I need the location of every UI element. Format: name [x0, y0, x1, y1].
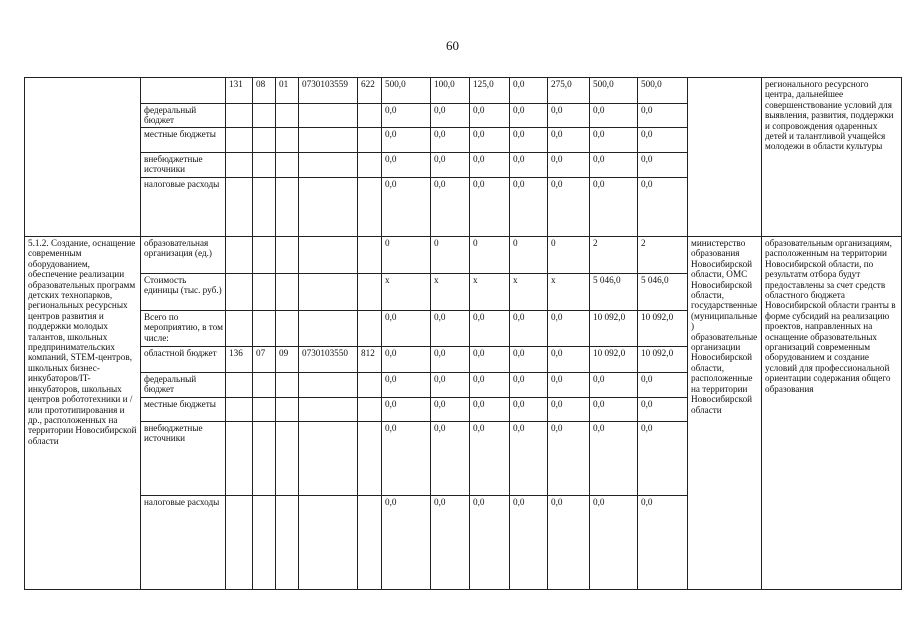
value-cell: 2 [638, 237, 688, 274]
value-cell: 0,0 [431, 496, 470, 590]
value-cell: 0,0 [548, 128, 590, 153]
value-cell: 0,0 [431, 104, 470, 128]
value-cell: 0,0 [470, 398, 510, 422]
value-cell: 0 [470, 237, 510, 274]
csr-code: 0730103559 [299, 78, 358, 104]
value-cell: 0,0 [590, 398, 638, 422]
grbs-code: 136 [226, 347, 253, 373]
vr-code: 622 [358, 78, 382, 104]
value-cell: 0,0 [590, 178, 638, 237]
rz-code: 08 [253, 78, 276, 104]
csr-code: 0730103550 [299, 347, 358, 373]
value-cell: 10 092,0 [590, 347, 638, 373]
value-cell: 500,0 [382, 78, 431, 104]
row-label: областной бюджет [141, 347, 226, 373]
value-cell: x [382, 274, 431, 311]
value-cell: 0,0 [382, 496, 431, 590]
value-cell: 0,0 [510, 104, 548, 128]
table-row [25, 78, 902, 104]
value-cell: 0,0 [638, 104, 688, 128]
row-label: федеральный бюджет [141, 373, 226, 398]
value-cell: 0,0 [431, 373, 470, 398]
value-cell: 0,0 [510, 311, 548, 347]
value-cell: 0,0 [590, 373, 638, 398]
value-cell: 0,0 [590, 422, 638, 496]
table-row [25, 237, 902, 274]
value-cell: 0,0 [382, 347, 431, 373]
value-cell: 0,0 [638, 178, 688, 237]
value-cell: 0,0 [382, 128, 431, 153]
value-cell: 0,0 [510, 398, 548, 422]
value-cell: 0,0 [470, 422, 510, 496]
row-label: образовательная организация (ед.) [141, 237, 226, 274]
value-cell: 0,0 [470, 178, 510, 237]
value-cell: 0 [382, 237, 431, 274]
pr-code: 01 [276, 78, 299, 104]
value-cell: 0,0 [431, 178, 470, 237]
value-cell: 0,0 [382, 422, 431, 496]
row-label: налоговые расходы [141, 496, 226, 590]
value-cell: 0,0 [431, 128, 470, 153]
budget-table [24, 77, 902, 590]
row-label: местные бюджеты [141, 398, 226, 422]
row-label: Стоимость единицы (тыс. руб.) [141, 274, 226, 311]
value-cell: 0,0 [382, 153, 431, 178]
value-cell: 0,0 [548, 422, 590, 496]
value-cell: 0,0 [382, 373, 431, 398]
value-cell: 0,0 [470, 104, 510, 128]
value-cell: 0,0 [431, 422, 470, 496]
value-cell: 0,0 [510, 153, 548, 178]
vr-code: 812 [358, 347, 382, 373]
value-cell: x [431, 274, 470, 311]
value-cell: 0,0 [382, 398, 431, 422]
value-cell: 2 [590, 237, 638, 274]
row-label: внебюджетные источники [141, 153, 226, 178]
value-cell: 0 [548, 237, 590, 274]
value-cell: 0,0 [470, 373, 510, 398]
value-cell: 0,0 [548, 347, 590, 373]
value-cell: 0,0 [548, 373, 590, 398]
value-cell: 100,0 [431, 78, 470, 104]
row-label: налоговые расходы [141, 178, 226, 237]
value-cell: 0,0 [638, 496, 688, 590]
value-cell: x [470, 274, 510, 311]
value-cell: 0,0 [510, 78, 548, 104]
row-label: Всего по мероприятию, в том числе: [141, 311, 226, 347]
value-cell: 0,0 [510, 178, 548, 237]
value-cell: 0,0 [510, 496, 548, 590]
value-cell: 0,0 [470, 153, 510, 178]
value-cell: 0,0 [548, 496, 590, 590]
row-label: местные бюджеты [141, 128, 226, 153]
value-cell: 0,0 [548, 104, 590, 128]
value-cell: 0,0 [470, 128, 510, 153]
value-cell: 0,0 [470, 347, 510, 373]
row-label-empty [141, 78, 226, 104]
value-cell: 0,0 [638, 128, 688, 153]
value-cell: x [548, 274, 590, 311]
value-cell: 10 092,0 [638, 347, 688, 373]
value-cell: 0,0 [638, 398, 688, 422]
value-cell: 0,0 [590, 153, 638, 178]
value-cell: 0 [510, 237, 548, 274]
value-cell: 5 046,0 [590, 274, 638, 311]
page-number: 60 [446, 38, 459, 53]
measure-description: 5.1.2. Создание, оснащение современным оборудованием, обеспечение реализации образовательных программ детских технопарков, региональных ресурсных центров развития и поддержки молодых талантов, школьных предпринимательских компаний, STEM-центров, школьных бизнес-инкубаторов/IT-инкубаторов, школьных центров робототехники и /или прототипирования и др., расположенных на территории Новосибирской области [25, 237, 141, 590]
value-cell: 0,0 [638, 373, 688, 398]
measure-cell-empty [25, 78, 141, 237]
value-cell: 0,0 [590, 104, 638, 128]
value-cell: 0,0 [431, 153, 470, 178]
value-cell: 0,0 [431, 311, 470, 347]
value-cell: 0 [431, 237, 470, 274]
value-cell: 0,0 [510, 128, 548, 153]
value-cell: 0,0 [590, 496, 638, 590]
value-cell: 275,0 [548, 78, 590, 104]
executor-cell: министерство образования Новосибирской области, ОМС Новосибирской области, государственные (муниципальные) образовательные организации Новосибирской области, расположенные на территории Новосибирской области [688, 237, 762, 590]
value-cell: 0,0 [548, 398, 590, 422]
row-label: федеральный бюджет [141, 104, 226, 128]
expected-result: образовательным организациям, расположенным на территории Новосибирской области, по результатм отбора будут предоставлены за счет средств областного бюджета Новосибирской области гранты в форме субсидий на реализацию проектов, направленных на оснащение образовательных организаций современным оборудованием и создание условий для профессиональной ориентации содержания общего образования [762, 237, 902, 590]
value-cell: 0,0 [548, 311, 590, 347]
expected-result: регионального ресурсного центра, дальнейшее совершенствование условий для выявления, развития, поддержки и сопровождения одаренных детей и талантливой учащейся молодежи в области культуры [762, 78, 902, 237]
value-cell: 0,0 [548, 153, 590, 178]
value-cell: 0,0 [510, 347, 548, 373]
grbs-code: 131 [226, 78, 253, 104]
value-cell: 10 092,0 [590, 311, 638, 347]
value-cell: 0,0 [382, 178, 431, 237]
value-cell: 0,0 [470, 311, 510, 347]
value-cell: 0,0 [510, 373, 548, 398]
pr-code: 09 [276, 347, 299, 373]
value-cell: 0,0 [431, 347, 470, 373]
value-cell: 500,0 [590, 78, 638, 104]
value-cell: 0,0 [510, 422, 548, 496]
value-cell: 0,0 [382, 311, 431, 347]
value-cell: 5 046,0 [638, 274, 688, 311]
value-cell: 125,0 [470, 78, 510, 104]
row-label: внебюджетные источники [141, 422, 226, 496]
value-cell: 0,0 [638, 422, 688, 496]
rz-code: 07 [253, 347, 276, 373]
value-cell: 0,0 [431, 398, 470, 422]
value-cell: 0,0 [638, 153, 688, 178]
executor-cell-empty [688, 78, 762, 237]
value-cell: 10 092,0 [638, 311, 688, 347]
value-cell: 0,0 [382, 104, 431, 128]
value-cell: x [510, 274, 548, 311]
value-cell: 0,0 [470, 496, 510, 590]
value-cell: 0,0 [590, 128, 638, 153]
value-cell: 500,0 [638, 78, 688, 104]
value-cell: 0,0 [548, 178, 590, 237]
